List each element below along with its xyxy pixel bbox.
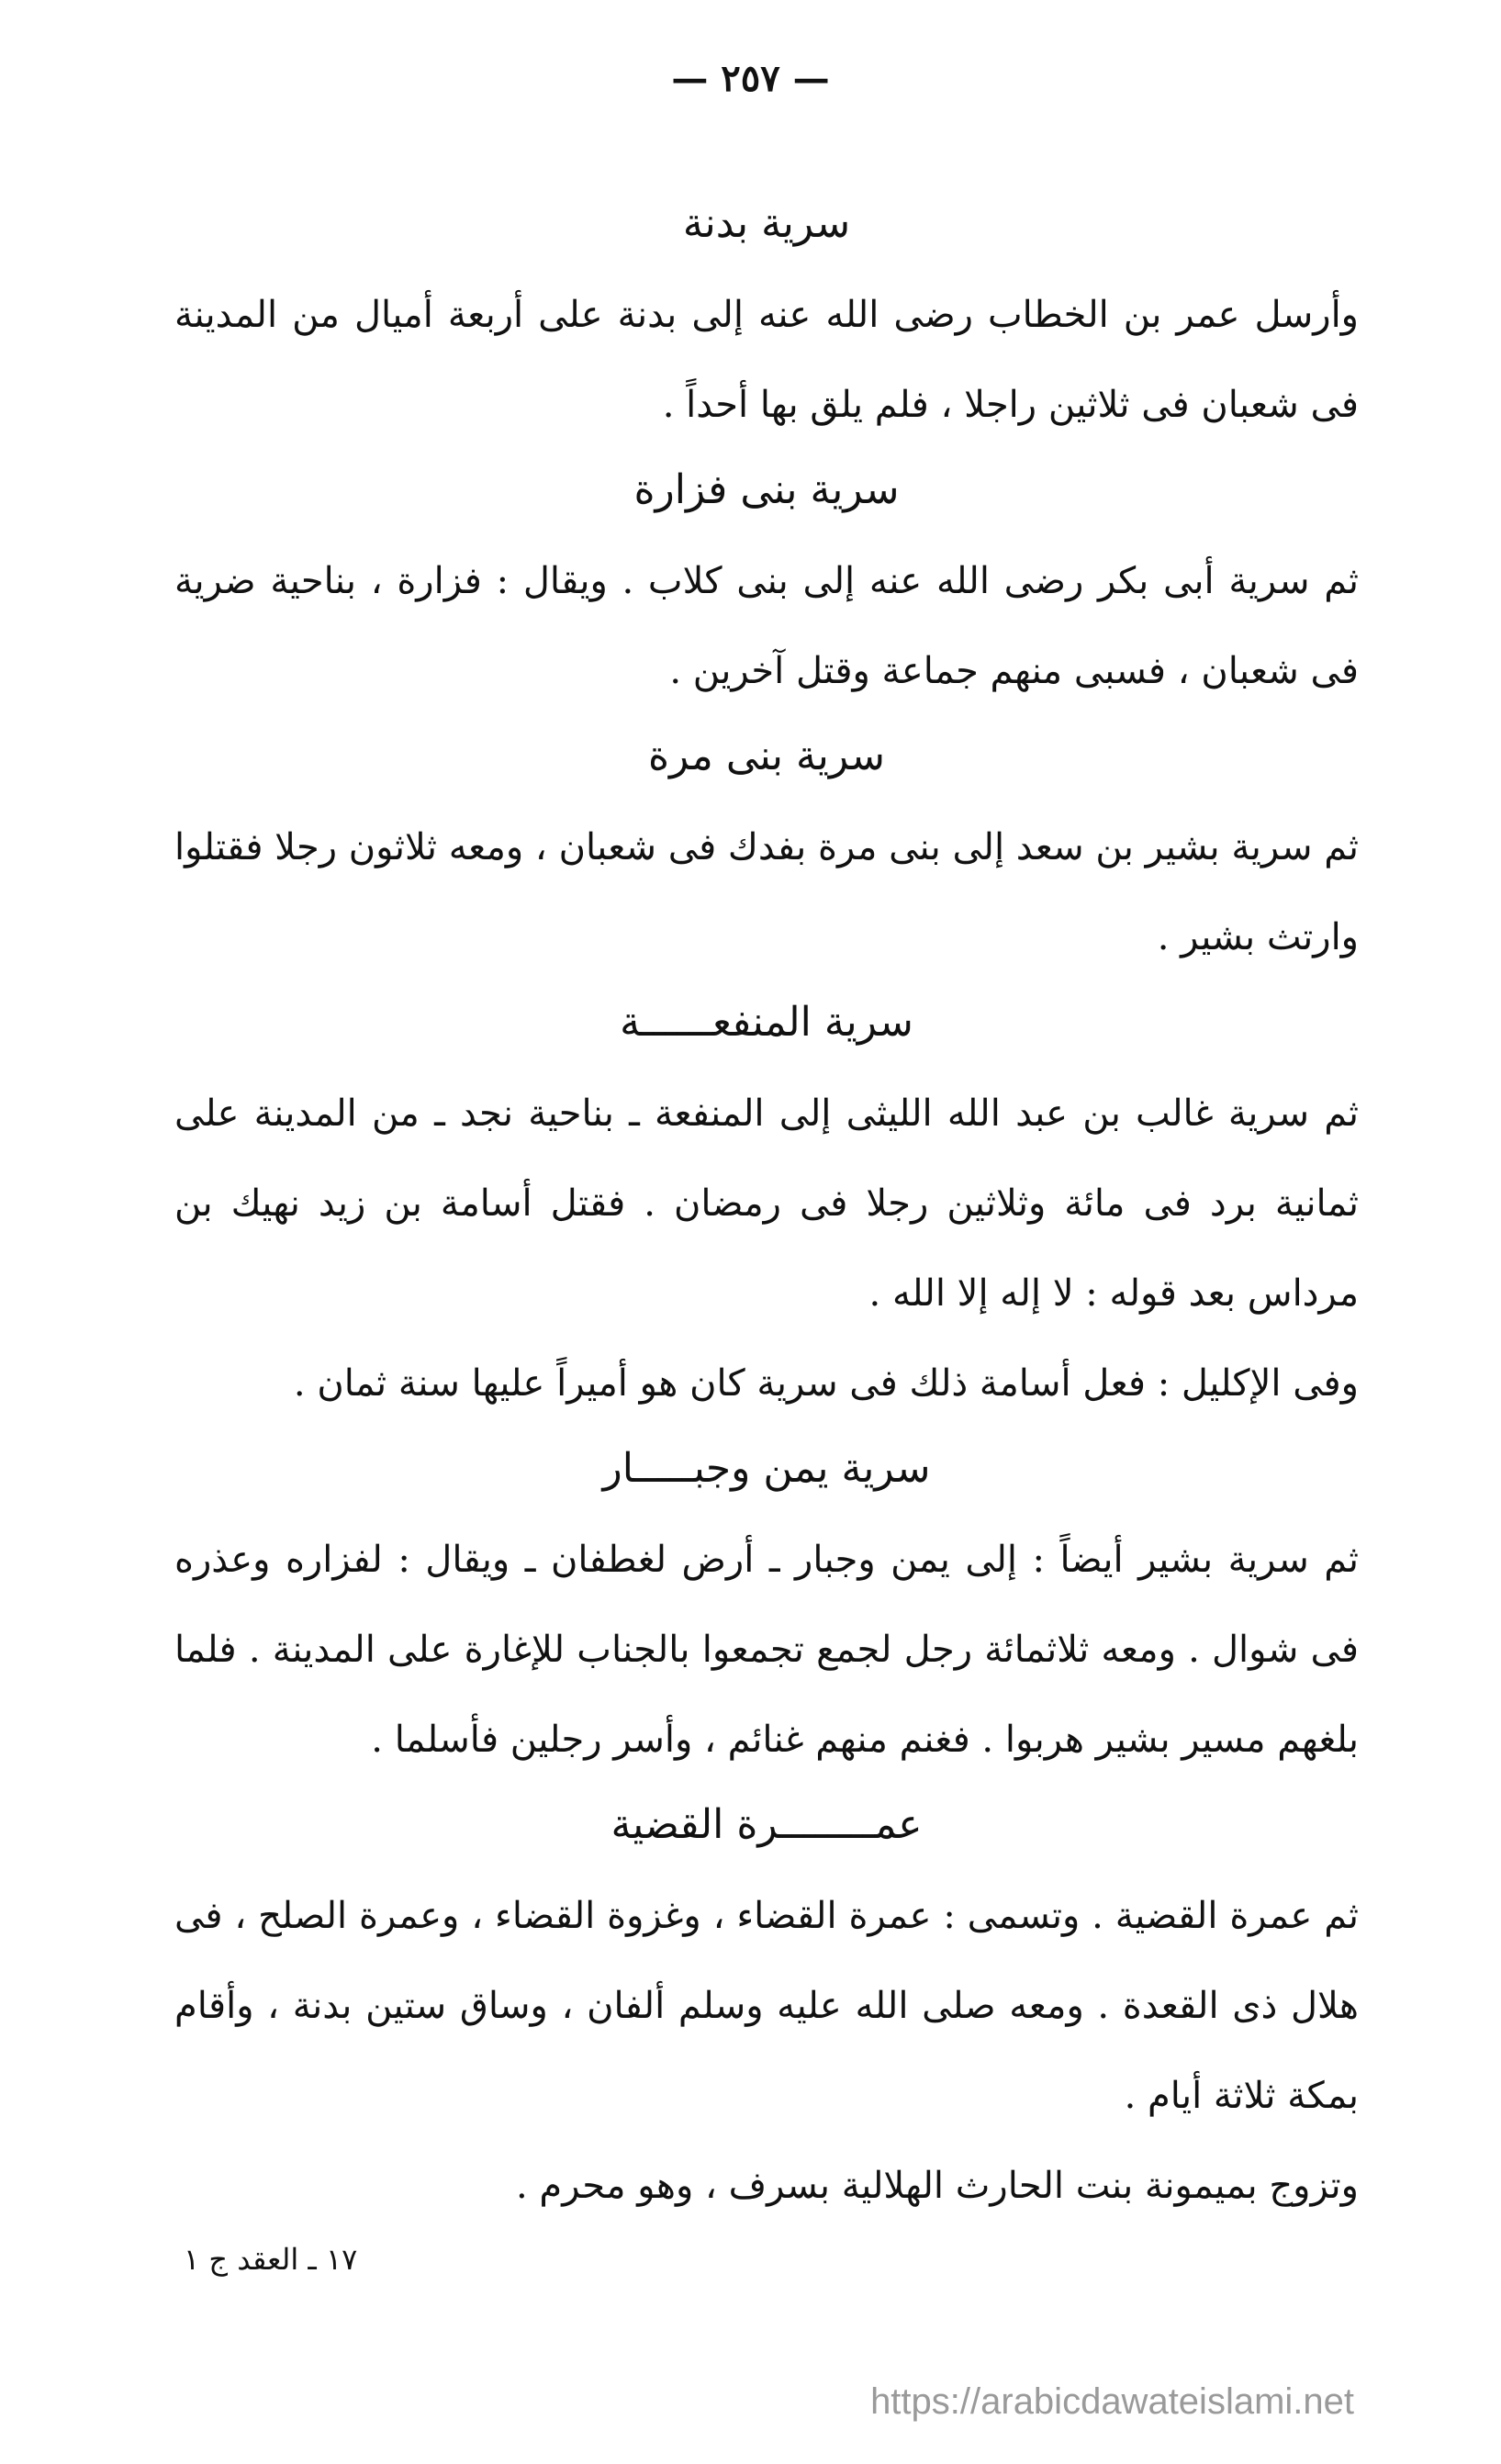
section-heading: سرية يمن وجبـــــار [602, 1445, 931, 1492]
section-badna [174, 191, 1359, 450]
page-content [174, 184, 1359, 2231]
section-yumn-wa-jabar [174, 1436, 1359, 1785]
section-paragraph: ثم عمرة القضية . وتسمى : عمرة القضاء ، وغزوة القضاء ، وعمرة الصلح ، فى هلال ذى القعدة . ومعه صلى الله عليه وسلم ألفان ، وساق ستين بدنة ، وأقام بمكة ثلاثة أيام . [174, 1895, 1359, 2117]
section-heading: سرية المنفعــــــة [620, 999, 913, 1046]
section-bani-murra [174, 723, 1359, 982]
section-paragraph: وفى الإكليل : فعل أسامة ذلك فى سرية كان هو أميراً عليها سنة ثمان . [293, 1362, 1359, 1405]
section-al-munfaa [174, 990, 1359, 1428]
footer-signature: ١٧ ـ العقد ج ١ [184, 2242, 358, 2277]
section-umrat-al-qadiyya [174, 1792, 1359, 2231]
section-heading: سرية بنى مرة [647, 733, 886, 779]
page-number: — ٢٥٧ — [671, 57, 830, 100]
section-paragraph: ثم سرية بشير أيضاً : إلى يمن وجبار ـ أرض لغطفان ـ ويقال : لفزاره وعذره فى شوال . ومعه ثلاثمائة رجل لجمع تجمعوا بالجناب للإغارة على المدينة . فلما بلغهم مسير بشير هربوا . فغنم منهم غنائم ، وأسر رجلين فأسلما . [174, 1539, 1359, 1761]
section-paragraph: ثم سرية أبى بكر رضى الله عنه إلى بنى كلاب . ويقال : فزارة ، بناحية ضرية فى شعبان ، فسبى منهم جماعة وقتل آخرين . [174, 560, 1359, 692]
section-heading: سرية بدنة [682, 200, 851, 247]
section-paragraph: ثم سرية بشير بن سعد إلى بنى مرة بفدك فى شعبان ، ومعه ثلاثون رجلا فقتلوا وارتث بشير . [174, 826, 1359, 958]
watermark-url: https://arabicdawateislami.net [870, 2381, 1354, 2422]
section-paragraph: وتزوج بميمونة بنت الحارث الهلالية بسرف ، وهو محرم . [516, 2165, 1359, 2207]
section-bani-fazara [174, 457, 1359, 716]
section-paragraph: وأرسل عمر بن الخطاب رضى الله عنه إلى بدنة على أربعة أميال من المدينة فى شعبان فى ثلاثين راجلا ، فلم يلق بها أحداً . [174, 294, 1359, 426]
section-paragraph: ثم سرية غالب بن عبد الله الليثى إلى المنفعة ـ بناحية نجد ـ من المدينة على ثمانية برد فى مائة وثلاثين رجلا فى رمضان . فقتل أسامة بن زيد نهيك بن مرداس بعد قوله : لا إله إلا الله . [174, 1092, 1359, 1315]
section-heading: عمــــــــرة القضية [610, 1801, 923, 1848]
section-heading: سرية بنى فزارة [633, 466, 900, 513]
